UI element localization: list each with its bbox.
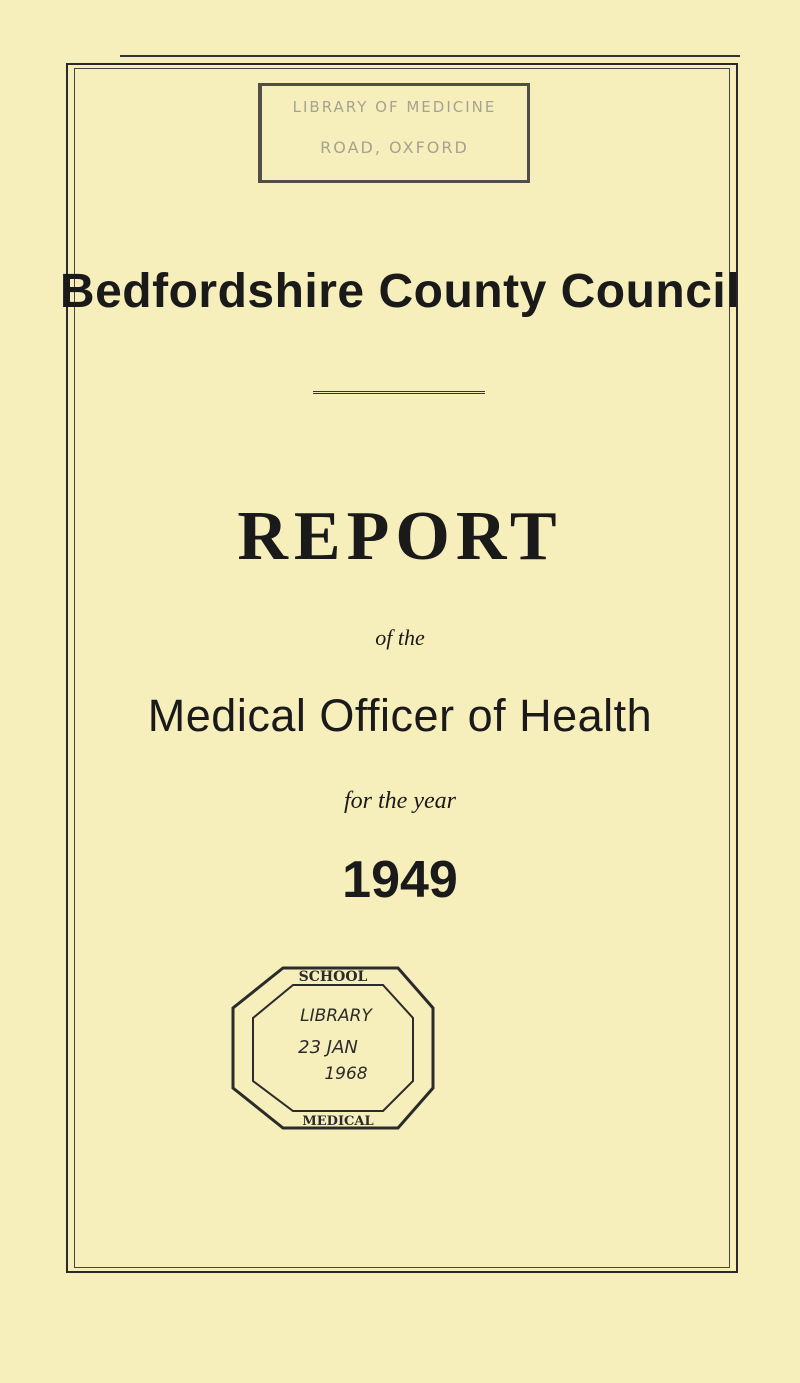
seal-date-1: 23 JAN xyxy=(298,1037,358,1058)
seal-date-2: 1968 xyxy=(324,1064,368,1084)
library-received-stamp xyxy=(228,963,438,1133)
seal-library-text: LIBRARY xyxy=(300,1006,372,1026)
top-edge-line xyxy=(120,55,740,57)
report-year: 1949 xyxy=(342,851,458,909)
seal-top-text: SCHOOL xyxy=(298,969,368,985)
report-heading: REPORT xyxy=(237,498,563,575)
stamp-line-1: LIBRARY OF MEDICINE xyxy=(292,98,497,116)
seal-bottom-text: MEDICAL xyxy=(302,1114,374,1129)
council-title: Bedfordshire County Council xyxy=(59,265,741,318)
stamp-line-2: ROAD, OXFORD xyxy=(320,138,469,157)
officer-title: Medical Officer of Health xyxy=(147,690,653,741)
library-stamp xyxy=(258,83,530,183)
for-the-year-text: for the year xyxy=(344,788,456,814)
title-rule xyxy=(313,391,485,394)
of-the-text: of the xyxy=(375,625,425,650)
